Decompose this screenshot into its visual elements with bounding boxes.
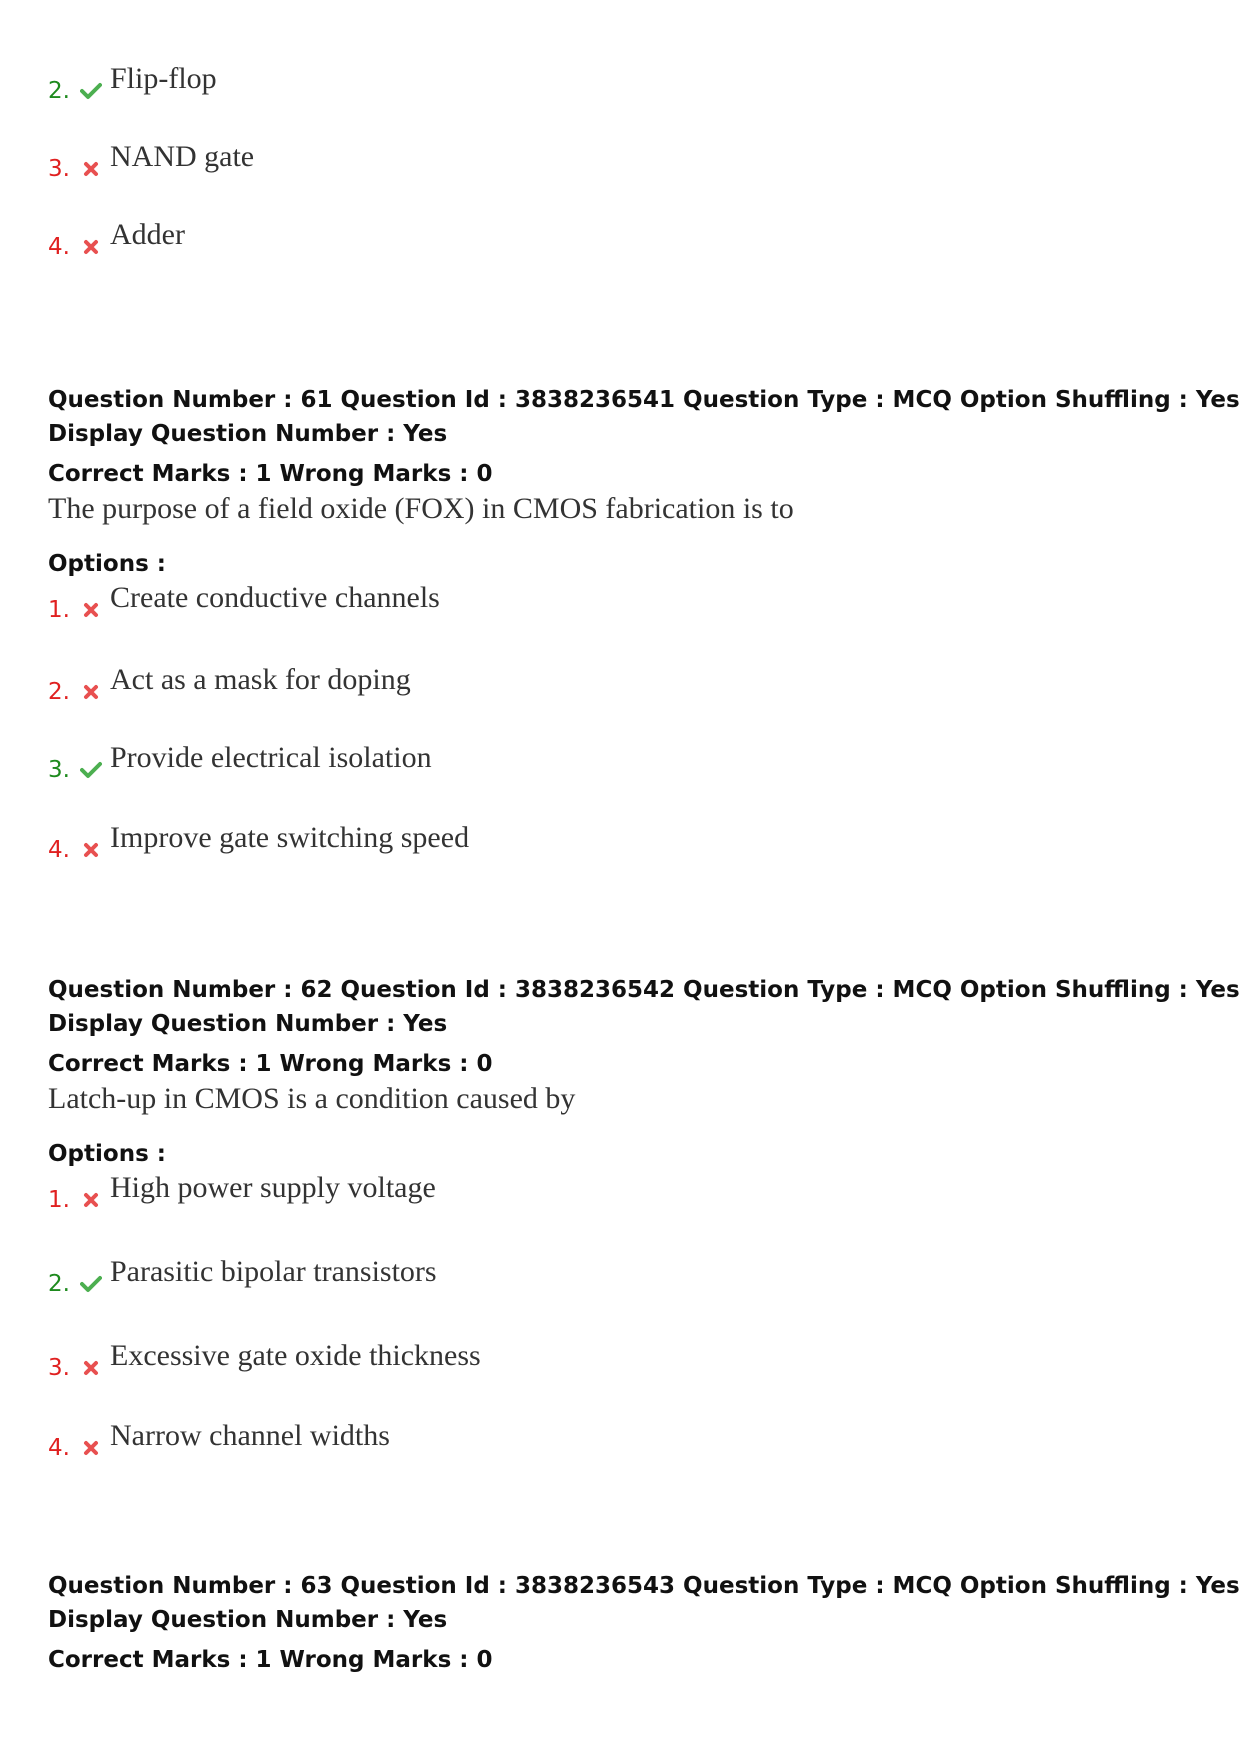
option-number: 4. bbox=[48, 234, 70, 260]
option-row bbox=[48, 1171, 436, 1215]
option-text: High power supply voltage bbox=[110, 1171, 436, 1204]
check-icon bbox=[74, 755, 108, 785]
marks-info: Correct Marks : 1 Wrong Marks : 0 bbox=[48, 1051, 493, 1077]
option-text: Create conductive channels bbox=[110, 581, 440, 614]
option-row bbox=[48, 218, 185, 262]
option-row bbox=[48, 821, 470, 865]
option-number: 4. bbox=[48, 837, 70, 863]
cross-icon bbox=[74, 835, 108, 865]
option-number: 2. bbox=[48, 1271, 70, 1297]
option-text: Excessive gate oxide thickness bbox=[110, 1339, 481, 1372]
option-row bbox=[48, 741, 432, 785]
cross-icon bbox=[74, 1433, 108, 1463]
check-icon bbox=[74, 76, 108, 106]
marks-info: Correct Marks : 1 Wrong Marks : 0 bbox=[48, 1647, 493, 1673]
cross-icon bbox=[74, 595, 108, 625]
question-text: Latch-up in CMOS is a condition caused by bbox=[48, 1082, 576, 1115]
option-row bbox=[48, 1339, 481, 1383]
question-text: The purpose of a field oxide (FOX) in CMOS fabrication is to bbox=[48, 492, 794, 525]
display-question-number: Display Question Number : Yes bbox=[48, 1011, 448, 1037]
option-number: 3. bbox=[48, 757, 70, 783]
option-text: Act as a mask for doping bbox=[110, 663, 411, 696]
display-question-number: Display Question Number : Yes bbox=[48, 421, 448, 447]
option-number: 4. bbox=[48, 1435, 70, 1461]
option-text: Parasitic bipolar transistors bbox=[110, 1255, 437, 1288]
option-row bbox=[48, 581, 440, 625]
option-text: Flip-flop bbox=[110, 62, 217, 95]
option-number: 2. bbox=[48, 679, 70, 705]
question-header: Question Number : 61 Question Id : 3838236541 Question Type : MCQ Option Shuffling : Yes bbox=[48, 387, 1240, 413]
option-row bbox=[48, 140, 255, 184]
display-question-number: Display Question Number : Yes bbox=[48, 1607, 448, 1633]
option-row bbox=[48, 1419, 390, 1463]
option-row bbox=[48, 1255, 437, 1299]
option-text: Adder bbox=[110, 218, 185, 251]
option-text: Narrow channel widths bbox=[110, 1419, 390, 1452]
cross-icon bbox=[74, 1353, 108, 1383]
option-number: 3. bbox=[48, 156, 70, 182]
marks-info: Correct Marks : 1 Wrong Marks : 0 bbox=[48, 461, 493, 487]
check-icon bbox=[74, 1269, 108, 1299]
cross-icon bbox=[74, 154, 108, 184]
option-number: 1. bbox=[48, 1187, 70, 1213]
question-header: Question Number : 63 Question Id : 3838236543 Question Type : MCQ Option Shuffling : Yes bbox=[48, 1573, 1240, 1599]
option-text: NAND gate bbox=[110, 140, 255, 173]
option-number: 3. bbox=[48, 1355, 70, 1381]
cross-icon bbox=[74, 232, 108, 262]
cross-icon bbox=[74, 677, 108, 707]
options-label: Options : bbox=[48, 551, 166, 577]
option-text: Provide electrical isolation bbox=[110, 741, 432, 774]
options-label: Options : bbox=[48, 1141, 166, 1167]
option-number: 1. bbox=[48, 597, 70, 623]
option-number: 2. bbox=[48, 78, 70, 104]
option-row bbox=[48, 663, 411, 707]
question-header: Question Number : 62 Question Id : 3838236542 Question Type : MCQ Option Shuffling : Yes bbox=[48, 977, 1240, 1003]
cross-icon bbox=[74, 1185, 108, 1215]
option-text: Improve gate switching speed bbox=[110, 821, 470, 854]
option-row bbox=[48, 62, 217, 106]
